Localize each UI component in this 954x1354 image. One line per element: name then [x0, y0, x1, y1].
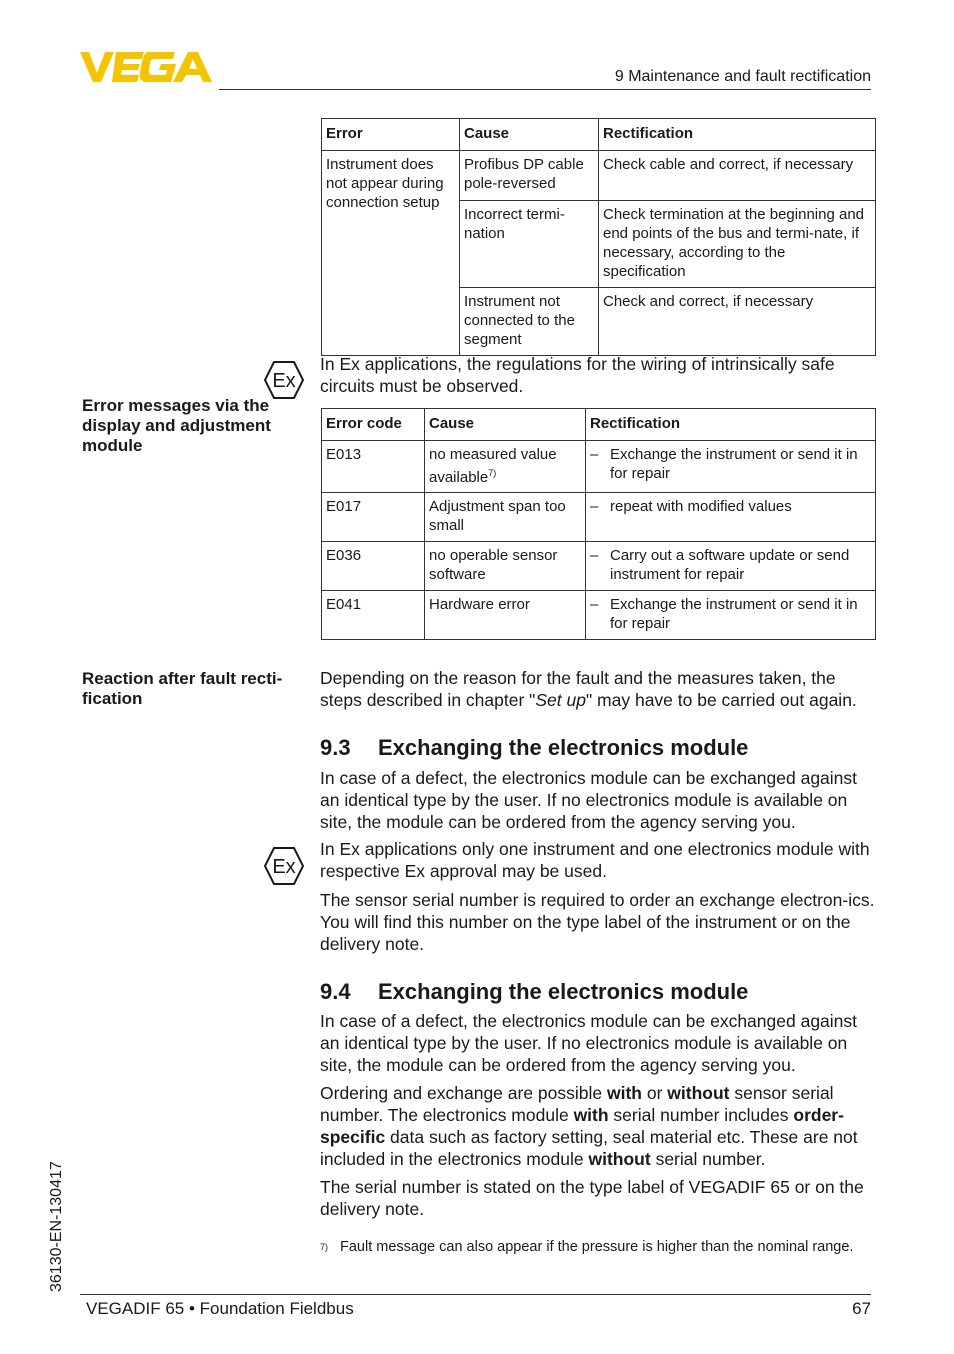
col-cause: Cause	[425, 409, 586, 441]
reaction-text-a: Depending on the reason for the fault and the measures taken, the steps described in chapter "	[320, 668, 836, 710]
footnote-mark: 7)	[320, 1242, 329, 1252]
table-row	[322, 441, 876, 493]
reaction-paragraph	[320, 667, 876, 711]
sec93-paragraph-3: The sensor serial number is required to order an exchange electron-ics. You will find this number on the type label of the instrument or on the delivery note.	[320, 890, 875, 954]
svg-text:Ex: Ex	[272, 856, 296, 878]
text-run: serial number includes	[608, 1105, 794, 1125]
dash-bullet: –	[590, 498, 599, 515]
section-title: Exchanging the electronics module	[378, 735, 749, 760]
profibus-error-table	[321, 118, 876, 356]
text-run: or	[642, 1083, 668, 1103]
col-cause: Cause	[460, 119, 599, 151]
cause-cell	[425, 441, 586, 493]
rect-text: Exchange the instrument or send it in for repair	[610, 596, 858, 632]
cause-cell: Profibus DP cable pole-reversed	[460, 151, 599, 201]
side-heading-reaction: Reaction after fault recti-fication	[82, 669, 283, 708]
table-header-row	[322, 409, 876, 441]
rect-cell	[586, 493, 876, 542]
svg-text:Ex: Ex	[272, 370, 296, 392]
header-divider	[219, 89, 871, 90]
section-number: 9.3	[320, 735, 351, 760]
bold-run: without	[667, 1083, 730, 1103]
table-header-row	[322, 119, 876, 151]
rect-cell	[586, 542, 876, 591]
footnote-text: Fault message can also appear if the pressure is higher than the nominal range.	[340, 1239, 854, 1255]
sec94-paragraph-1: In case of a defect, the electronics module can be exchanged against an identical type by the user. If no electronics module is available on site, the module can be ordered from the agency serving you.	[320, 1011, 858, 1075]
section-number: 9.4	[320, 979, 351, 1004]
rect-cell: Check cable and correct, if necessary	[599, 151, 876, 201]
table-row	[322, 591, 876, 640]
vega-logo	[80, 50, 212, 84]
sec93-paragraph-2: In Ex applications only one instrument and one electronics module with respective Ex approval may be used.	[320, 839, 870, 881]
cause-text: no measured value available	[429, 446, 557, 486]
bold-run: without	[588, 1149, 651, 1169]
cause-cell: Adjustment span too small	[425, 493, 586, 542]
col-error-code: Error code	[322, 409, 425, 441]
bold-run: order-specific	[320, 1105, 844, 1147]
footnote-ref: 7)	[488, 468, 497, 478]
rect-cell: Check and correct, if necessary	[599, 288, 876, 356]
section-heading-9-4	[320, 979, 748, 1005]
dash-bullet: –	[590, 547, 599, 564]
error-code-table	[321, 408, 876, 640]
cause-cell: Incorrect termi-nation	[460, 201, 599, 288]
rect-text: Exchange the instrument or send it in for repair	[610, 446, 858, 482]
footnote	[320, 1238, 876, 1257]
ex-wiring-note: In Ex applications, the regulations for the wiring of intrinsically safe circuits must be observed.	[320, 354, 835, 396]
sec93-paragraph-1: In case of a defect, the electronics module can be exchanged against an identical type by the user. If no electronics module is available on site, the module can be ordered from the agency serving you.	[320, 768, 858, 832]
bold-run: with	[573, 1105, 609, 1125]
text-run: serial number.	[650, 1149, 766, 1169]
footer-product: VEGADIF 65 • Foundation Fieldbus	[86, 1299, 354, 1318]
col-rectification: Rectification	[586, 409, 876, 441]
chapter-ref: Set up	[535, 690, 586, 710]
text-run: Ordering and exchange are possible	[320, 1083, 607, 1103]
code-cell: E036	[322, 542, 425, 591]
table-row	[322, 151, 876, 201]
code-cell: E017	[322, 493, 425, 542]
cause-cell: Instrument not connected to the segment	[460, 288, 599, 356]
rect-cell	[586, 441, 876, 493]
col-error: Error	[322, 119, 460, 151]
dash-bullet: –	[590, 596, 599, 613]
page-number: 67	[852, 1299, 871, 1318]
reaction-text-b: " may have to be carried out again.	[585, 690, 857, 710]
sec94-paragraph-3: The serial number is stated on the type label of VEGADIF 65 or on the delivery note.	[320, 1177, 864, 1219]
cause-cell: no operable sensor software	[425, 542, 586, 591]
bold-run: with	[607, 1083, 642, 1103]
error-cell: Instrument does not appear during connection setup	[322, 151, 460, 356]
section-heading-9-3	[320, 735, 748, 761]
rect-cell	[586, 591, 876, 640]
sec94-paragraph-2	[320, 1082, 876, 1170]
rect-cell: Check termination at the beginning and end points of the bus and termi-nate, if necessary, according to the specification	[599, 201, 876, 288]
text-run: data such as factory setting, seal material etc. These are not included in the electronics module	[320, 1127, 858, 1169]
rect-text: Carry out a software update or send instrument for repair	[610, 547, 850, 583]
ex-hexagon-icon	[264, 360, 304, 400]
section-title: Exchanging the electronics module	[378, 979, 749, 1004]
text-run: sensor serial number. The electronics module	[320, 1083, 834, 1125]
document-code: 36130-EN-130417	[48, 1161, 65, 1292]
table-row	[322, 542, 876, 591]
footer-divider	[80, 1294, 871, 1295]
side-heading-error-messages: Error messages via the display and adjustment module	[82, 396, 271, 455]
header-section: 9 Maintenance and fault rectification	[614, 68, 871, 85]
rect-text: repeat with modified values	[610, 498, 792, 515]
dash-bullet: –	[590, 446, 599, 463]
col-rectification: Rectification	[599, 119, 876, 151]
cause-cell: Hardware error	[425, 591, 586, 640]
table-row	[322, 493, 876, 542]
ex-hexagon-icon	[264, 846, 304, 886]
code-cell: E013	[322, 441, 425, 493]
code-cell: E041	[322, 591, 425, 640]
